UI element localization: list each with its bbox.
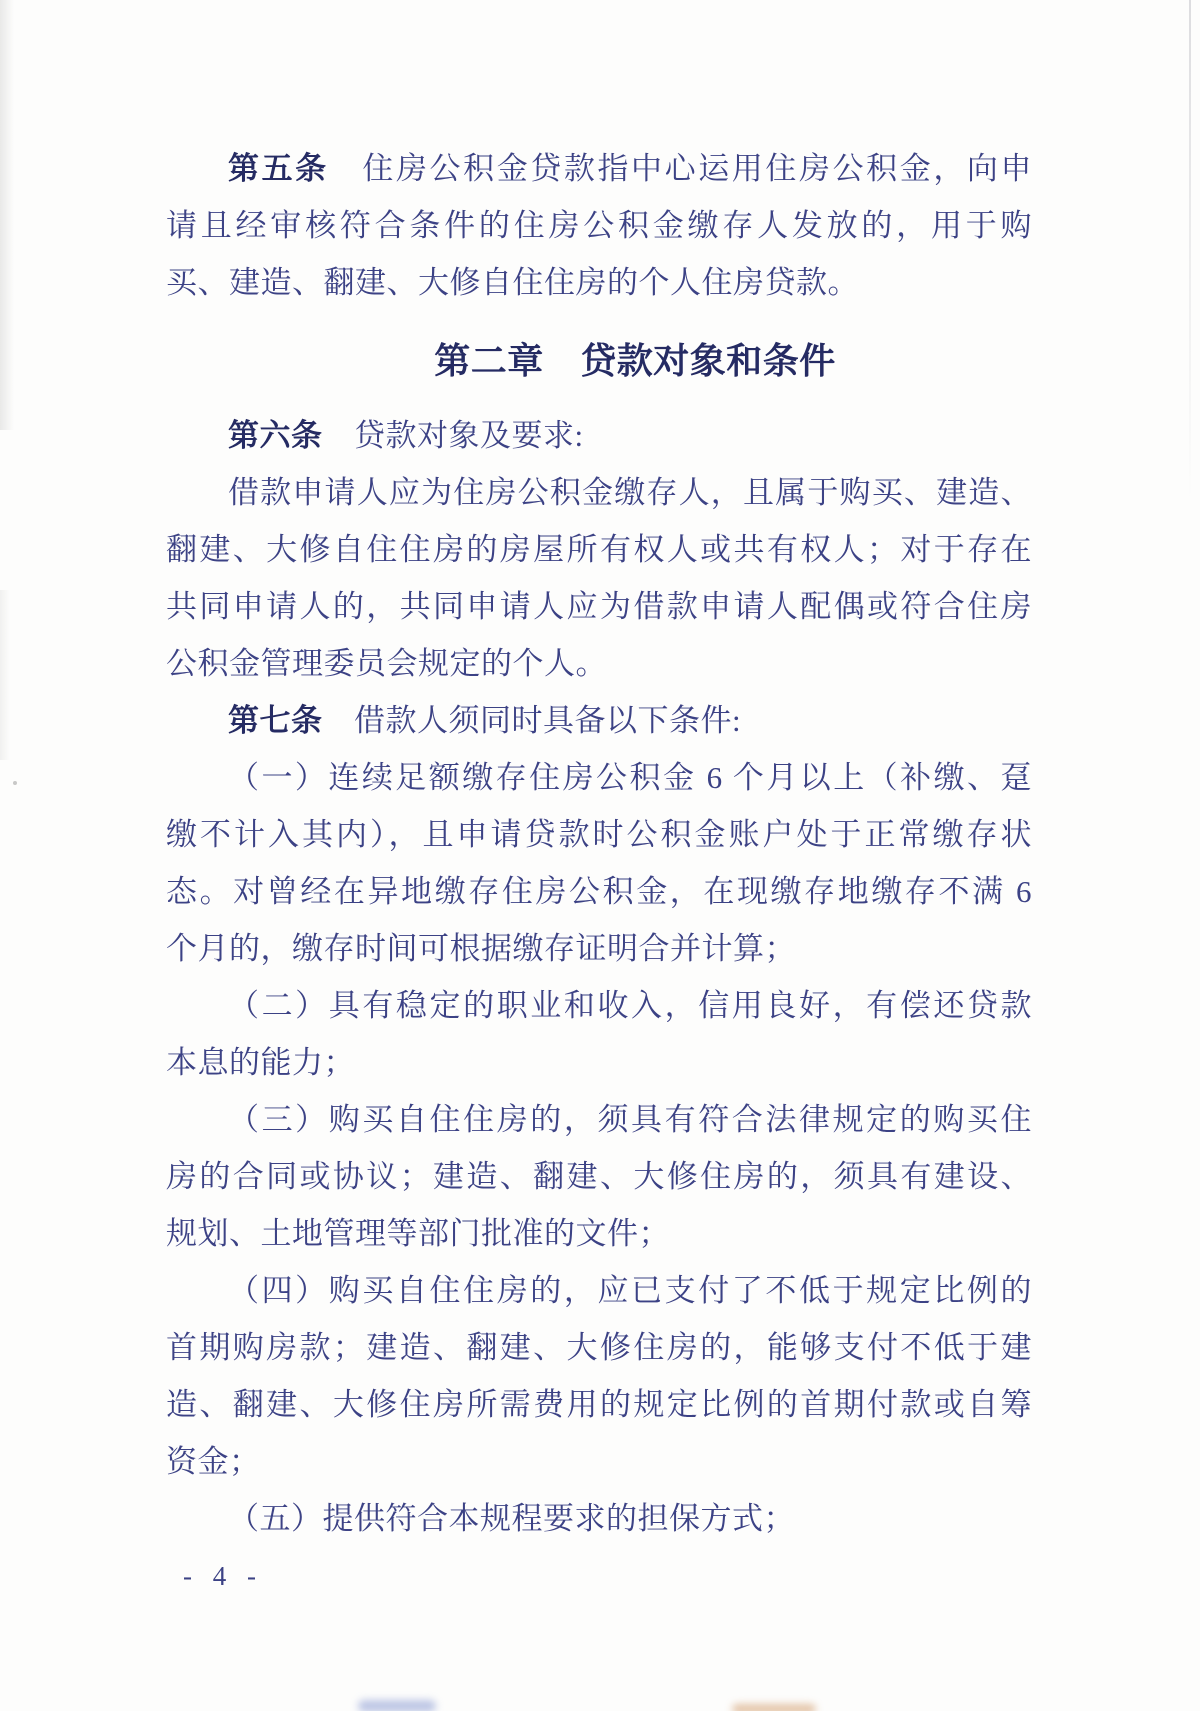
body-line: 请且经审核符合条件的住房公积金缴存人发放的，用于购 xyxy=(166,208,1032,243)
body-line: 造、翻建、大修住房所需费用的规定比例的首期付款或自筹 xyxy=(166,1387,1032,1422)
body-line: 房的合同或协议；建造、翻建、大修住房的，须具有建设、 xyxy=(166,1159,1032,1194)
body-line: 本息的能力； xyxy=(166,1045,355,1080)
body-line: 公积金管理委员会规定的个人。 xyxy=(166,646,607,681)
scan-artifact-smudge-orange xyxy=(732,1704,816,1711)
article-line: 第七条 借款人须同时具备以下条件: xyxy=(228,703,742,738)
body-line: （三）购买自住住房的，须具有符合法律规定的购买住 xyxy=(228,1102,1032,1137)
chapter-heading: 第二章 贷款对象和条件 xyxy=(434,340,836,381)
article-number: 第七条 xyxy=(228,703,323,738)
body-line: 规划、土地管理等部门批准的文件； xyxy=(166,1216,670,1251)
scan-artifact-right-edge xyxy=(1189,0,1191,500)
body-line: 态。对曾经在异地缴存住房公积金，在现缴存地缴存不满 6 xyxy=(166,874,1032,909)
body-line: 翻建、大修自住住房的房屋所有权人或共有权人；对于存在 xyxy=(166,532,1032,567)
body-line: 资金； xyxy=(166,1444,261,1479)
body-line: （一）连续足额缴存住房公积金 6 个月以上（补缴、趸 xyxy=(228,760,1032,795)
body-line: （二）具有稳定的职业和收入，信用良好，有偿还贷款 xyxy=(228,988,1032,1023)
body-line: （五）提供符合本规程要求的担保方式； xyxy=(228,1501,795,1536)
article-number: 第五条 xyxy=(228,151,329,186)
article-line: 第五条 住房公积金贷款指中心运用住房公积金，向申 xyxy=(228,151,1033,186)
scan-artifact-left-edge-mid xyxy=(0,590,10,760)
body-line: 首期购房款；建造、翻建、大修住房的，能够支付不低于建 xyxy=(166,1330,1032,1365)
body-line: 缴不计入其内），且申请贷款时公积金账户处于正常缴存状 xyxy=(166,817,1032,852)
article-line: 第六条 贷款对象及要求: xyxy=(228,418,584,453)
body-line: 共同申请人的，共同申请人应为借款申请人配偶或符合住房 xyxy=(166,589,1032,624)
body-line: 买、建造、翻建、大修自住住房的个人住房贷款。 xyxy=(166,265,859,300)
body-line: （四）购买自住住房的，应已支付了不低于规定比例的 xyxy=(228,1273,1032,1308)
scan-artifact-left-edge xyxy=(0,0,14,430)
article-number: 第六条 xyxy=(228,418,323,453)
body-line: 借款申请人应为住房公积金缴存人，且属于购买、建造、 xyxy=(228,475,1032,510)
scan-artifact-smudge-blue xyxy=(358,1700,436,1711)
page-number: - 4 - xyxy=(183,1561,263,1591)
scan-artifact-dot xyxy=(13,781,17,785)
body-line: 个月的，缴存时间可根据缴存证明合并计算； xyxy=(166,931,796,966)
document-text-column xyxy=(166,140,1032,1547)
